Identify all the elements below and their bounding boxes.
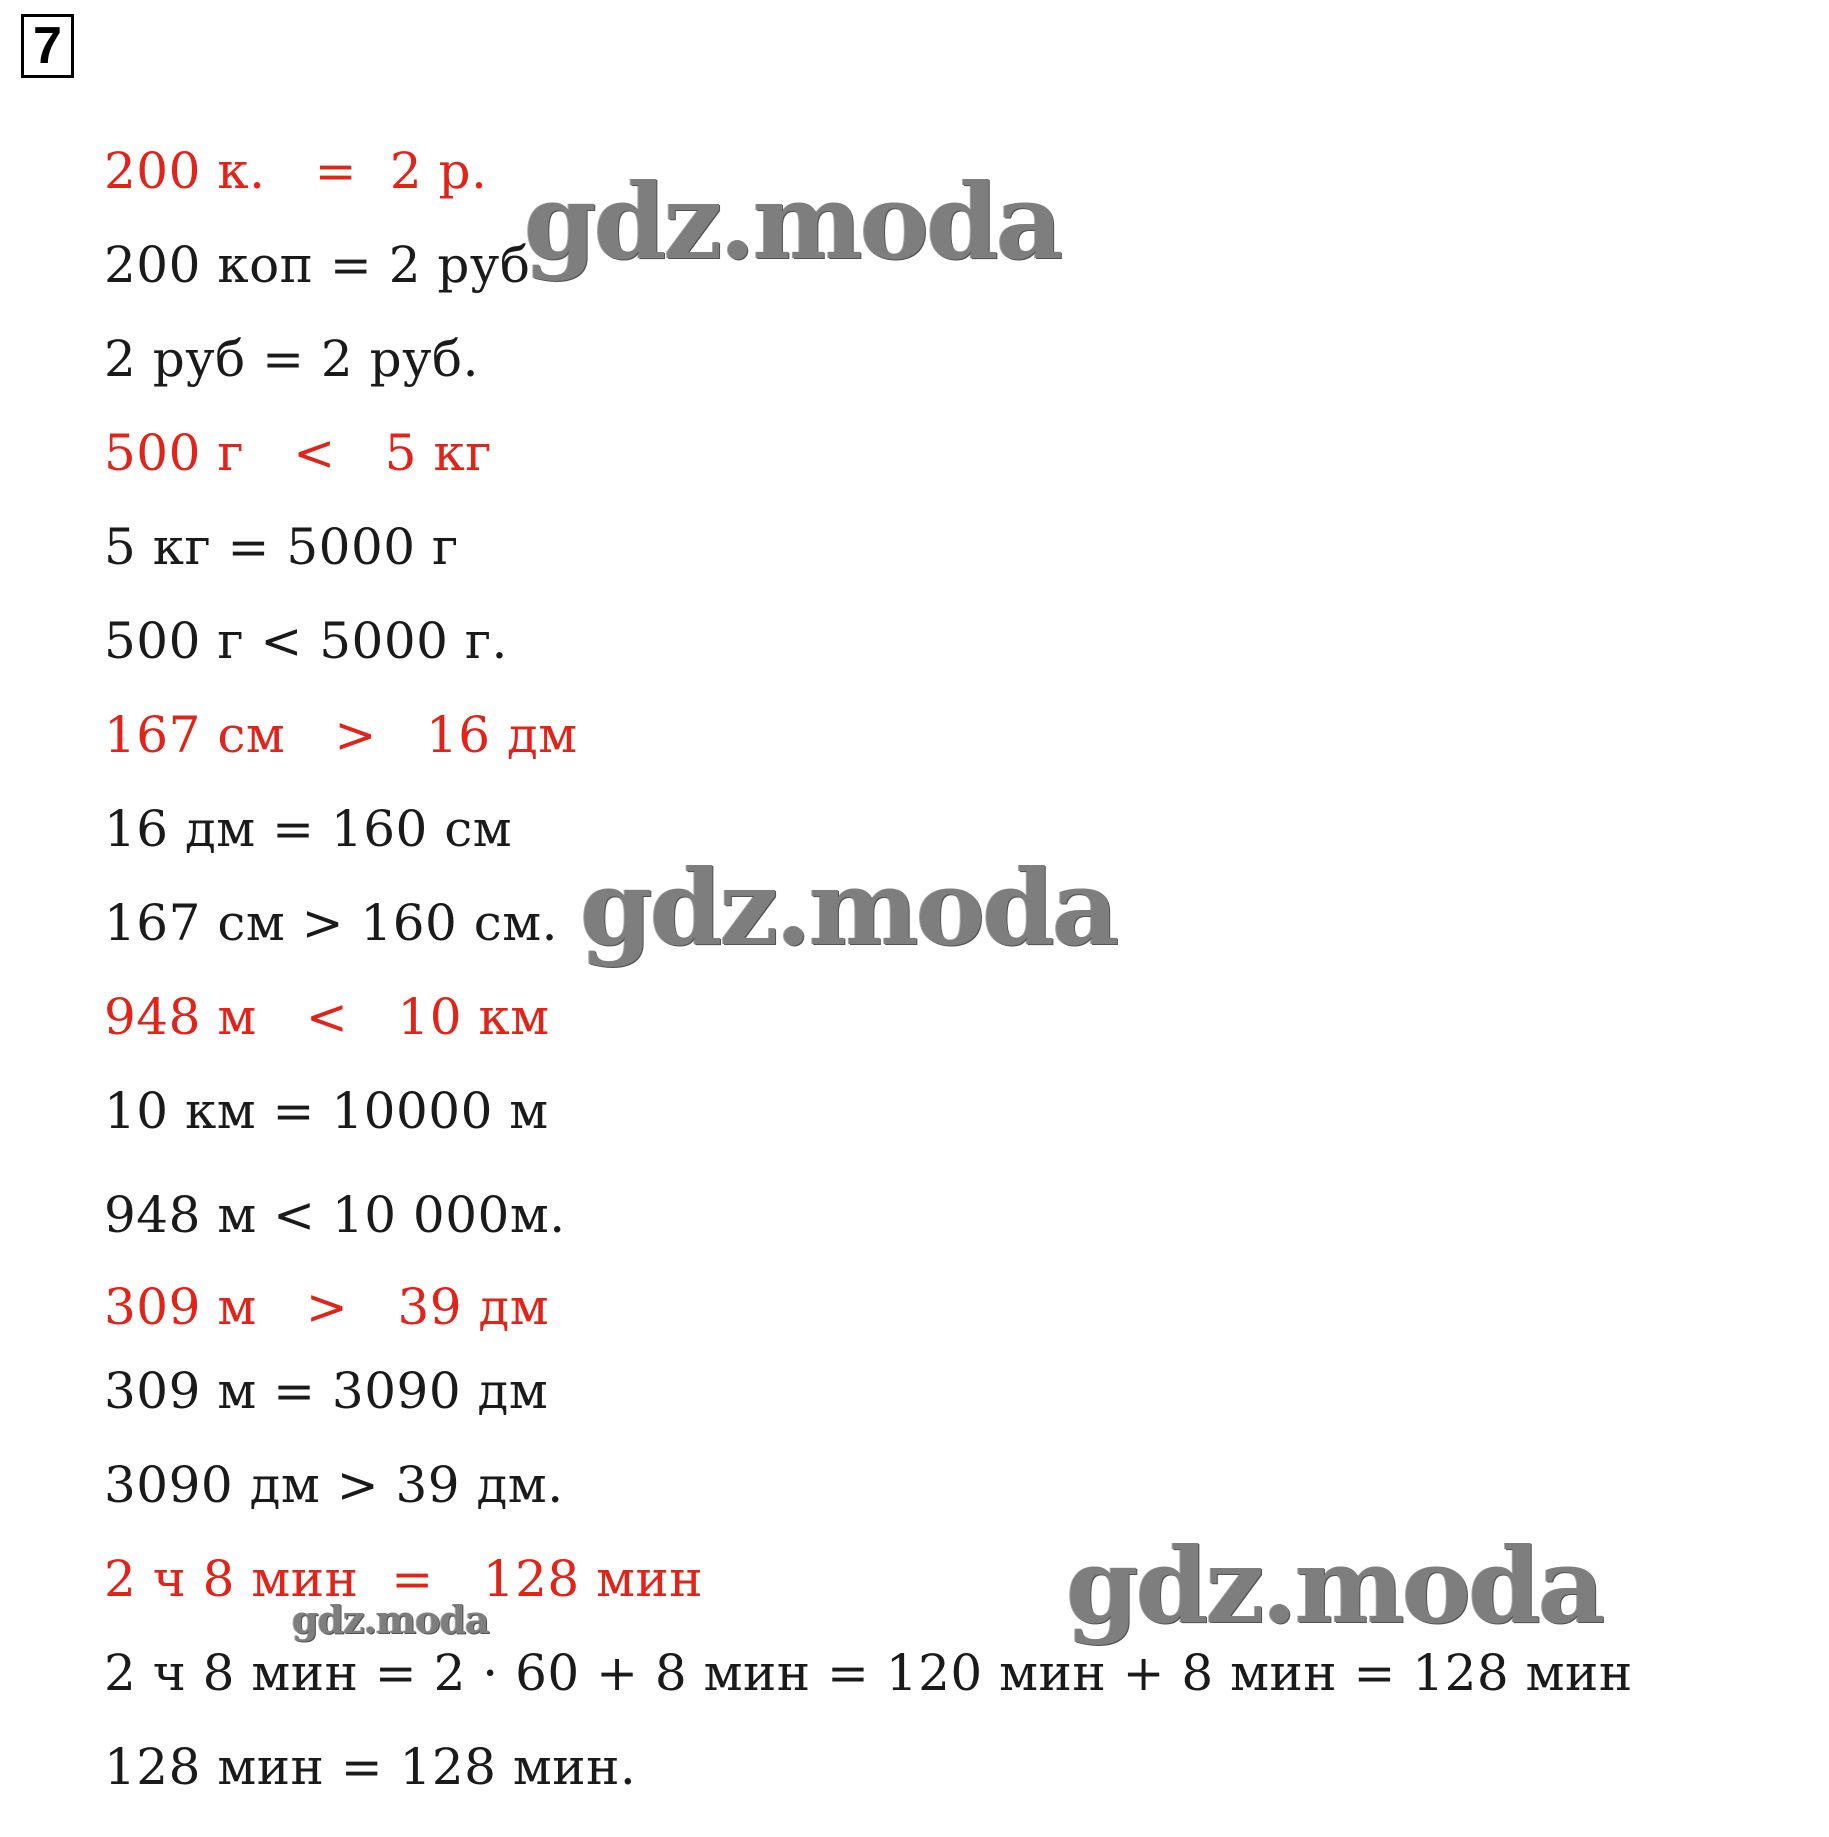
work-line-6: 167 см > 160 см. — [104, 894, 559, 952]
work-line-12: 128 мин = 128 мин. — [104, 1738, 637, 1796]
work-line-1: 200 коп = 2 руб — [104, 236, 531, 294]
work-line-8: 948 м < 10 000м. — [104, 1186, 566, 1244]
work-line-3: 5 кг = 5000 г — [104, 518, 459, 576]
work-line-5: 16 дм = 160 см — [104, 800, 513, 858]
answer-line-6: 2 ч 8 мин = 128 мин — [104, 1550, 704, 1608]
watermark-3: gdz.moda — [1066, 1524, 1603, 1647]
work-line-11: 2 ч 8 мин = 2 · 60 + 8 мин = 120 мин + 8 мин = 128 мин — [104, 1644, 1633, 1702]
answer-line-1: 200 к. = 2 р. — [104, 142, 488, 200]
watermark-1: gdz.moda — [524, 160, 1061, 283]
answer-line-2: 500 г < 5 кг — [104, 424, 492, 482]
work-line-2: 2 руб = 2 руб. — [104, 330, 480, 388]
work-line-9: 309 м = 3090 дм — [104, 1362, 549, 1420]
answer-line-4: 948 м < 10 км — [104, 988, 550, 1046]
watermark-2: gdz.moda — [580, 846, 1117, 969]
watermark-4: gdz.moda — [292, 1597, 489, 1642]
task-number-badge: 7 — [21, 14, 74, 78]
answer-line-5: 309 м > 39 дм — [104, 1278, 550, 1336]
work-line-10: 3090 дм > 39 дм. — [104, 1456, 564, 1514]
answer-line-3: 167 см > 16 дм — [104, 706, 578, 764]
work-line-7: 10 км = 10000 м — [104, 1082, 549, 1140]
work-line-4: 500 г < 5000 г. — [104, 612, 508, 670]
